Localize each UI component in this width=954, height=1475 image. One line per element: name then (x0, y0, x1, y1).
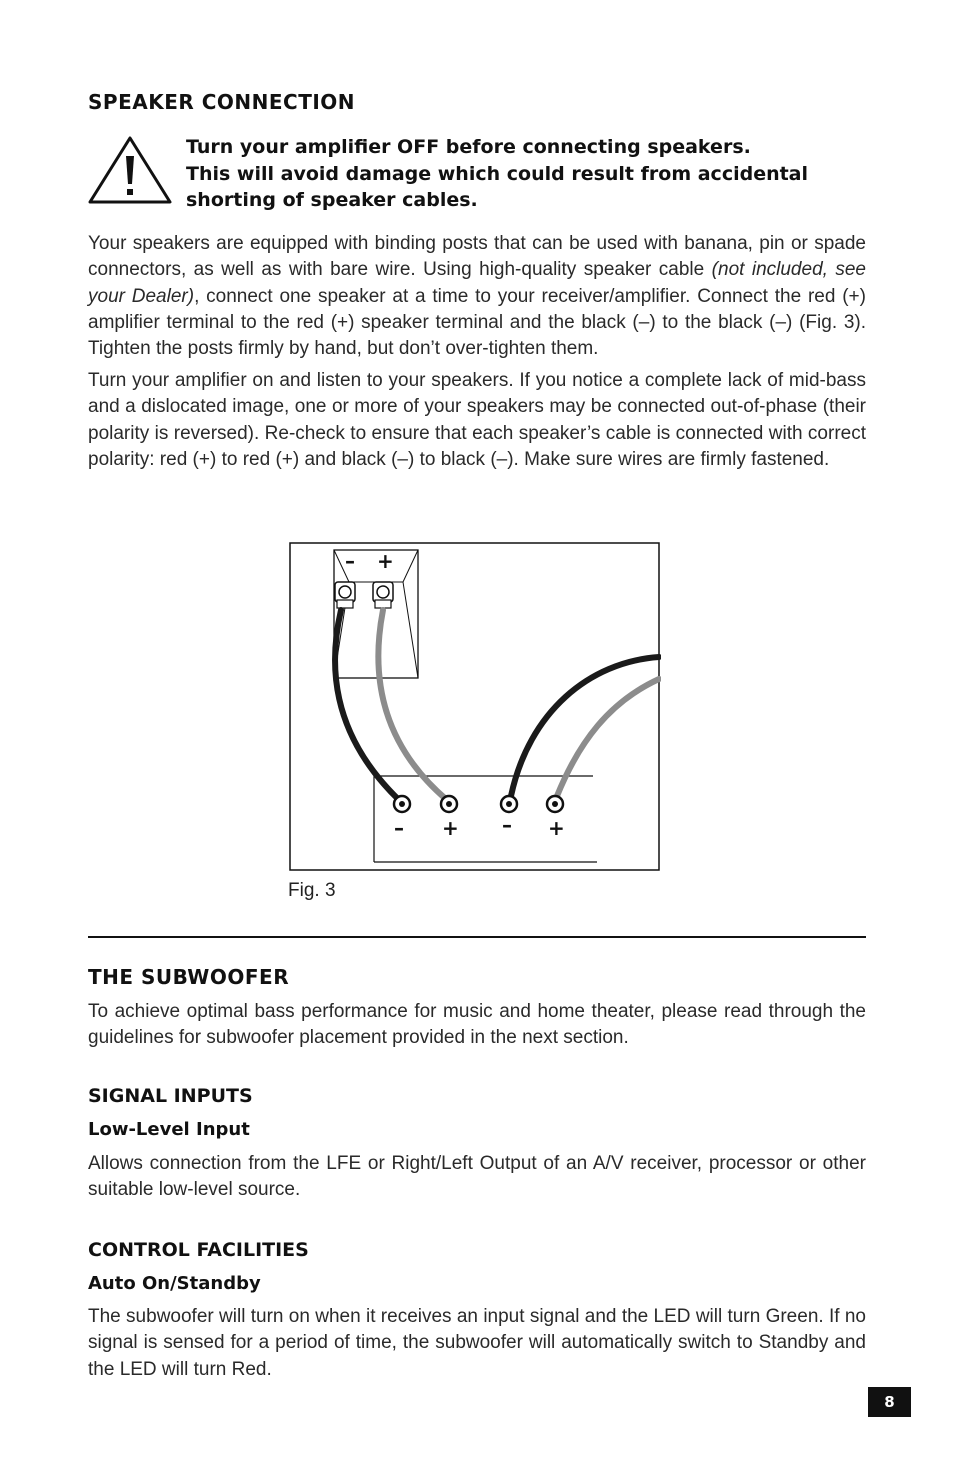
speaker-connection-heading: SPEAKER CONNECTION (88, 90, 356, 114)
panel-bevel (403, 582, 418, 678)
auto-standby-heading: Auto On/Standby (88, 1273, 261, 1294)
speaker-paragraph-2: Turn your amplifier on and listen to your speakers. If you notice a complete lack of mid-bass and a dislocated image, one or more of your speakers may be connected out-of-phase (their polarity is reversed). Re-check to ensure that each speaker’s cable is connected with correct polarity: red (+) to red (+) and black (–) to black (–). Make sure wires are firmly fastened. (88, 370, 866, 470)
amp-minus-label: – (502, 813, 512, 837)
low-level-input-text: Allows connection from the LFE or Right/Left Output of an A/V receiver, processor or other suitable low-level source. (88, 1153, 866, 1201)
signal-inputs-heading: SIGNAL INPUTS (88, 1085, 253, 1107)
paragraph-text: Your speakers are equipped with binding posts that can be used with banana, pin or spade connectors, as well as with bare wire. Using high-quality speaker cable (88, 233, 866, 281)
paragraph-text: , connect one speaker at a time to your receiver/amplifier. Connect the red (+) amplifier terminal to the red (+) speaker terminal and the black (–) to the black (–) (Fig. 3). Tighten the posts firmly by hand, but don’t over-tighten them. (88, 285, 866, 360)
speaker-paragraph-1 (88, 231, 866, 362)
figure-caption: Fig. 3 (288, 880, 336, 901)
low-level-input-heading: Low-Level Input (88, 1119, 250, 1140)
black-wire-right (511, 657, 659, 796)
speaker-binding-post-positive (373, 582, 393, 608)
amp-plus-label: + (442, 816, 459, 840)
auto-standby-text: The subwoofer will turn on when it receives an input signal and the LED will turn Green. If no signal is sensed for a period of time, the subwoofer will automatically switch to Standby and the LED will turn Red. (88, 1306, 866, 1380)
warning-line: This will avoid damage which could result from accidental (186, 162, 809, 185)
speaker-binding-post-negative (335, 582, 355, 608)
amp-plus-label: + (548, 816, 565, 840)
amp-terminal (501, 796, 517, 812)
gray-wire-left (378, 610, 447, 800)
speaker-plus-label: + (377, 549, 394, 573)
amp-terminal (547, 796, 563, 812)
control-facilities-heading: CONTROL FACILITIES (88, 1239, 309, 1261)
warning-line: Turn your amplifier OFF before connecting speakers. (186, 136, 751, 158)
section-divider (88, 936, 866, 938)
wiring-diagram (289, 542, 661, 872)
amp-minus-label: – (394, 816, 404, 840)
gray-wire-right (557, 679, 659, 796)
amp-terminal (394, 796, 410, 812)
black-wire-left (335, 610, 399, 800)
subwoofer-intro: To achieve optimal bass performance for music and home theater, please read through the guidelines for subwoofer placement provided in the next section. (88, 1001, 866, 1049)
speaker-minus-label: – (345, 549, 355, 573)
amp-terminal (441, 796, 457, 812)
paragraph-italic: (not included, see your Dealer) (88, 259, 866, 307)
panel-bevel (403, 550, 418, 582)
subwoofer-heading: THE SUBWOOFER (88, 965, 290, 989)
warning-line: shorting of speaker cables. (186, 189, 478, 211)
page-number: 8 (868, 1387, 911, 1417)
warning-icon (86, 134, 174, 206)
warning-text (186, 134, 846, 214)
